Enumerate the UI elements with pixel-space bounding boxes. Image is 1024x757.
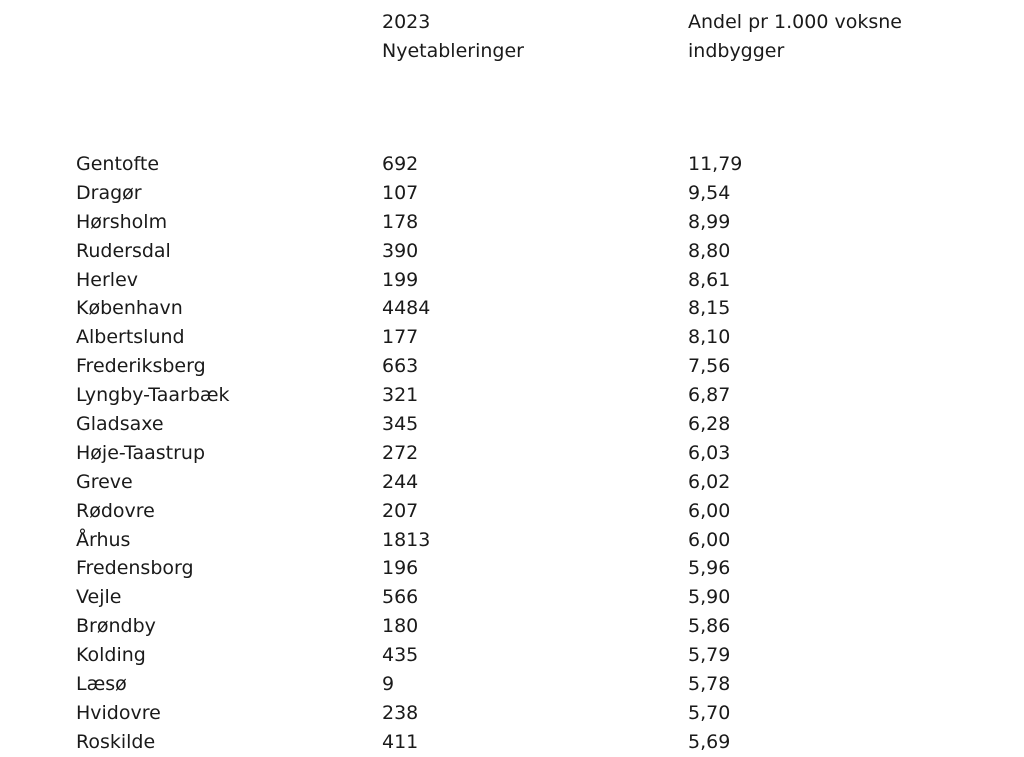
share-per-1000: 8,80 [688, 239, 731, 262]
table-row [0, 439, 1024, 468]
new-businesses-count: 199 [382, 268, 419, 291]
share-per-1000: 6,00 [688, 528, 731, 551]
municipality-name: Vejle [76, 586, 122, 609]
share-per-1000: 11,79 [688, 153, 743, 175]
share-per-1000: 6,87 [688, 384, 731, 407]
municipality-name: Fredensborg [76, 557, 194, 580]
new-businesses-count: 207 [382, 499, 419, 522]
new-businesses-count: 390 [382, 239, 419, 262]
table-row [0, 612, 1024, 641]
municipality-name: Kolding [76, 644, 146, 667]
new-businesses-count: 9 [382, 673, 395, 696]
municipality-name: København [76, 297, 183, 320]
header-new-businesses [382, 8, 524, 66]
municipality-name: Gladsaxe [76, 413, 164, 436]
municipality-name: Gentofte [76, 153, 160, 175]
new-businesses-count: 178 [382, 210, 419, 233]
new-businesses-count: 4484 [382, 297, 431, 320]
share-per-1000: 6,02 [688, 470, 731, 493]
new-businesses-count: 345 [382, 413, 419, 436]
new-businesses-count: 1813 [382, 528, 431, 551]
new-businesses-count: 238 [382, 701, 419, 724]
municipality-name: Roskilde [76, 730, 156, 753]
municipality-name: Brøndby [76, 615, 156, 638]
share-per-1000: 5,78 [688, 673, 731, 696]
share-per-1000: 6,00 [688, 499, 731, 522]
table-row [0, 554, 1024, 583]
share-per-1000: 5,90 [688, 586, 731, 609]
municipality-name: Høje-Taastrup [76, 441, 206, 464]
table-row [0, 208, 1024, 237]
table-row [0, 294, 1024, 323]
table-row [0, 526, 1024, 555]
new-businesses-count: 244 [382, 470, 419, 493]
municipality-name: Læsø [76, 673, 127, 696]
municipality-table [0, 150, 1024, 757]
table-row [0, 150, 1024, 179]
header-share-line1: Andel pr 1.000 voksne [688, 11, 902, 33]
share-per-1000: 5,79 [688, 644, 731, 667]
municipality-name: Rødovre [76, 499, 155, 522]
share-per-1000: 5,69 [688, 730, 731, 753]
table-row [0, 323, 1024, 352]
share-per-1000: 9,54 [688, 181, 731, 204]
new-businesses-count: 321 [382, 384, 419, 407]
share-per-1000: 8,10 [688, 326, 731, 349]
table-row [0, 670, 1024, 699]
table-row [0, 266, 1024, 295]
table-row [0, 352, 1024, 381]
table-row [0, 468, 1024, 497]
table-row [0, 381, 1024, 410]
table-row [0, 497, 1024, 526]
municipality-name: Frederiksberg [76, 355, 206, 378]
table-row [0, 237, 1024, 266]
new-businesses-count: 180 [382, 615, 419, 638]
share-per-1000: 5,96 [688, 557, 731, 580]
new-businesses-count: 663 [382, 355, 419, 378]
share-per-1000: 8,15 [688, 297, 731, 320]
municipality-name: Århus [76, 528, 131, 551]
table-row [0, 641, 1024, 670]
table-row [0, 699, 1024, 728]
share-per-1000: 7,56 [688, 355, 731, 378]
share-per-1000: 5,86 [688, 615, 731, 638]
municipality-name: Albertslund [76, 326, 185, 349]
share-per-1000: 6,28 [688, 413, 731, 436]
header-new-businesses-label: Nyetableringer [382, 40, 524, 62]
header-share-line2: indbygger [688, 40, 785, 62]
municipality-name: Greve [76, 470, 133, 493]
header-year: 2023 [382, 11, 431, 33]
new-businesses-count: 177 [382, 326, 419, 349]
municipality-name: Hvidovre [76, 701, 161, 724]
table-row [0, 728, 1024, 757]
header-share-per-1000 [688, 8, 902, 66]
municipality-name: Herlev [76, 268, 139, 291]
table-row [0, 410, 1024, 439]
new-businesses-count: 411 [382, 730, 419, 753]
new-businesses-count: 272 [382, 441, 419, 464]
new-businesses-count: 196 [382, 557, 419, 580]
new-businesses-count: 566 [382, 586, 419, 609]
share-per-1000: 8,99 [688, 210, 731, 233]
new-businesses-count: 692 [382, 153, 419, 175]
municipality-name: Rudersdal [76, 239, 171, 262]
share-per-1000: 5,70 [688, 701, 731, 724]
share-per-1000: 8,61 [688, 268, 731, 291]
table-row [0, 179, 1024, 208]
municipality-name: Lyngby-Taarbæk [76, 384, 230, 407]
share-per-1000: 6,03 [688, 441, 731, 464]
new-businesses-count: 435 [382, 644, 419, 667]
new-businesses-count: 107 [382, 181, 419, 204]
municipality-name: Hørsholm [76, 210, 168, 233]
municipality-name: Dragør [76, 181, 142, 204]
table-row [0, 583, 1024, 612]
